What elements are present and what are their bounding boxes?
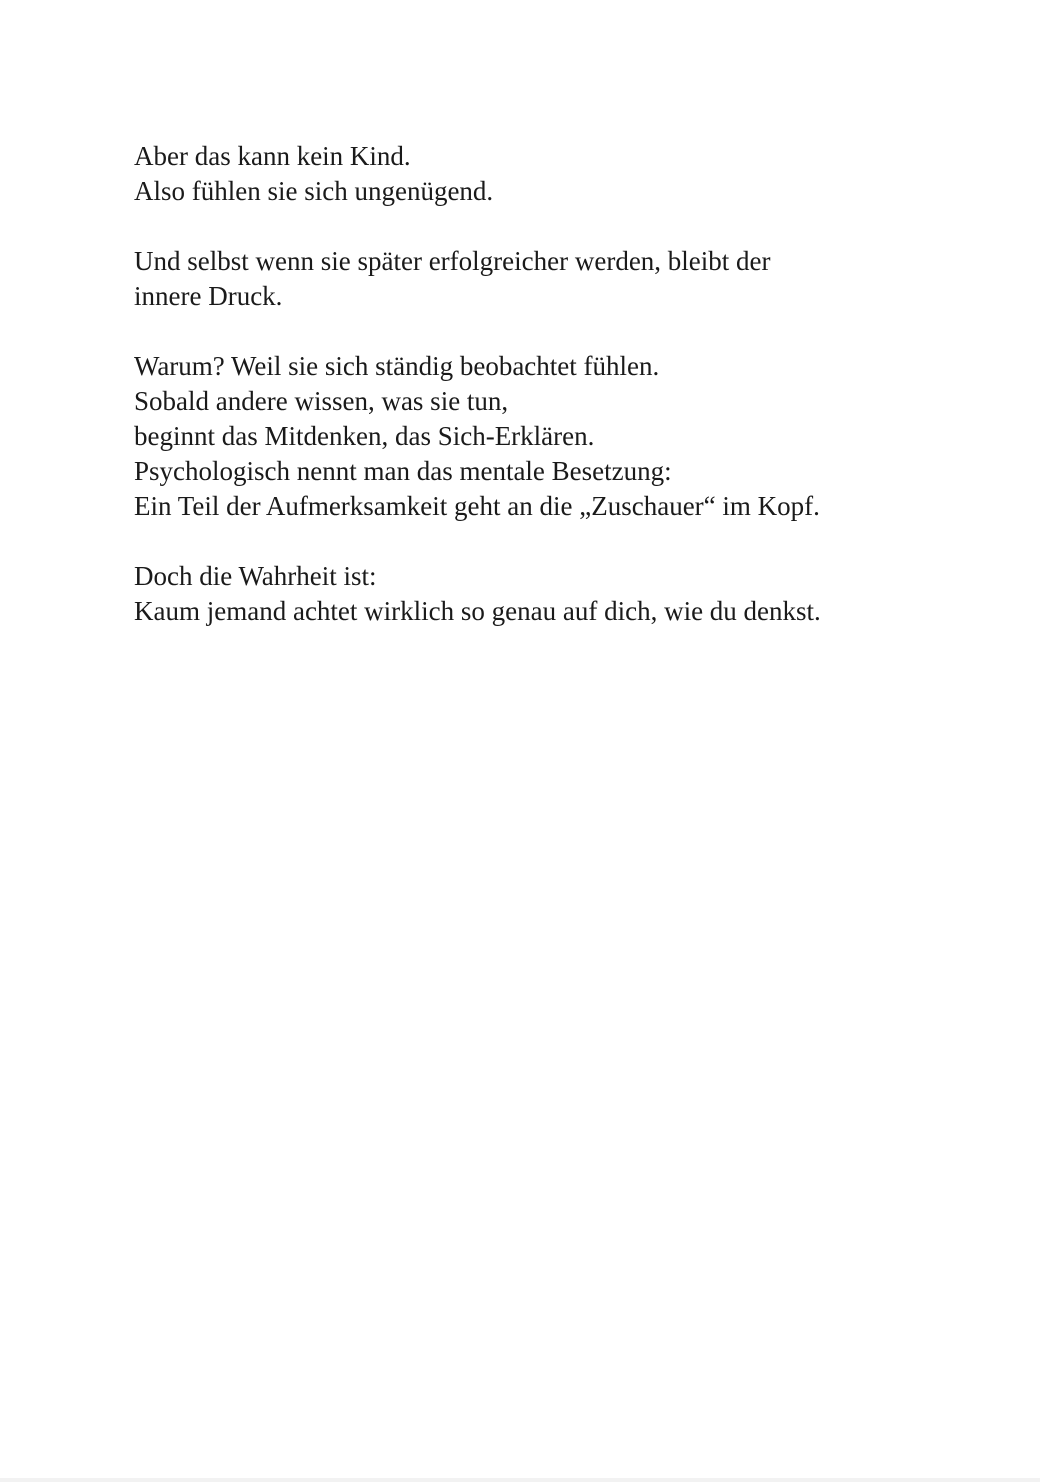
text-line: Doch die Wahrheit ist:	[134, 561, 377, 591]
text-line: innere Druck.	[134, 281, 283, 311]
paragraph-4	[134, 559, 934, 629]
document-body	[134, 139, 934, 664]
page-bottom-edge	[0, 1478, 1040, 1482]
text-line: Ein Teil der Aufmerksamkeit geht an die „Zuschauer“ im Kopf.	[134, 491, 820, 521]
text-line: beginnt das Mitdenken, das Sich-Erklären.	[134, 421, 595, 451]
text-line: Aber das kann kein Kind.	[134, 141, 411, 171]
text-line: Warum? Weil sie sich ständig beobachtet fühlen.	[134, 351, 660, 381]
text-line: Also fühlen sie sich ungenügend.	[134, 176, 494, 206]
paragraph-1	[134, 139, 934, 209]
paragraph-2	[134, 244, 934, 314]
text-line: Und selbst wenn sie später erfolgreicher werden, bleibt der	[134, 246, 771, 276]
text-line: Sobald andere wissen, was sie tun,	[134, 386, 509, 416]
paragraph-3	[134, 349, 934, 524]
text-line: Kaum jemand achtet wirklich so genau auf dich, wie du denkst.	[134, 596, 821, 626]
text-line: Psychologisch nennt man das mentale Besetzung:	[134, 456, 672, 486]
